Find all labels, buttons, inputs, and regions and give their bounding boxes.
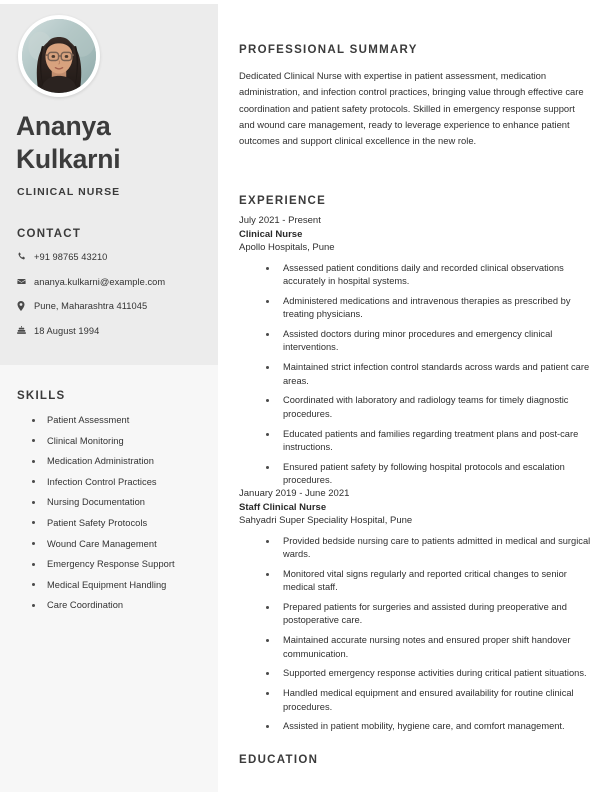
professional-summary-text: Dedicated Clinical Nurse with expertise in patient assessment, medication administration, and infection control practices, bringing value through effective care coordination and patient safety protocols. Skilled in emergency response support and wound care management, ready to leverage experience to enhance patient outcomes and support clinical excellence in the new role. xyxy=(239,70,584,147)
contact-phone-value: +91 98765 43210 xyxy=(34,252,108,262)
envelope-icon xyxy=(17,276,34,286)
list-item: Maintained strict infection control standards across wards and patient care areas. xyxy=(264,361,591,388)
skills-section-heading: SKILLS xyxy=(17,390,66,402)
education-heading: EDUCATION xyxy=(239,754,319,766)
contact-location-value: Pune, Maharashtra 411045 xyxy=(34,301,148,311)
list-item: Assessed patient conditions daily and recorded clinical observations accurately in hospital systems. xyxy=(264,262,591,289)
contact-item-phone xyxy=(17,251,207,265)
list-item: Nursing Documentation xyxy=(30,496,215,508)
list-item: Medical Equipment Handling xyxy=(30,579,215,591)
experience-entry xyxy=(239,214,591,494)
list-item: Maintained accurate nursing notes and ensured proper shift handover communication. xyxy=(264,634,591,661)
list-item: Handled medical equipment and ensured availability for routine clinical procedures. xyxy=(264,687,591,714)
list-item: Monitored vital signs regularly and reported critical changes to senior medical staff. xyxy=(264,568,591,595)
experience-bullets xyxy=(239,262,591,488)
experience-heading: EXPERIENCE xyxy=(239,195,327,207)
contact-email-value: ananya.kulkarni@example.com xyxy=(34,276,166,287)
avatar xyxy=(18,15,100,97)
list-item: Patient Assessment xyxy=(30,414,215,426)
list-item: Infection Control Practices xyxy=(30,476,215,488)
location-pin-icon xyxy=(17,300,34,311)
list-item: Ensured patient safety by following hospital protocols and escalation procedures. xyxy=(264,461,591,488)
list-item: Assisted in patient mobility, hygiene care, and comfort management. xyxy=(264,720,591,733)
phone-icon xyxy=(17,251,34,261)
experience-entry xyxy=(239,487,591,740)
list-item: Assisted doctors during minor procedures and emergency clinical interventions. xyxy=(264,328,591,355)
contact-item-birthdate xyxy=(17,325,207,339)
list-item: Coordinated with laboratory and radiology teams for timely diagnostic procedures. xyxy=(264,394,591,421)
list-item: Patient Safety Protocols xyxy=(30,517,215,529)
list-item: Clinical Monitoring xyxy=(30,435,215,447)
profile-photo-illustration xyxy=(22,19,96,93)
list-item: Emergency Response Support xyxy=(30,558,215,570)
contact-section-heading: CONTACT xyxy=(17,228,82,240)
list-item: Administered medications and intravenous therapies as prescribed by treating physicians. xyxy=(264,295,591,322)
experience-bullets xyxy=(239,535,591,734)
profile-photo xyxy=(22,19,96,93)
contact-birthdate-value: 18 August 1994 xyxy=(34,325,100,336)
experience-organization: Apollo Hospitals, Pune xyxy=(239,242,335,253)
experience-organization: Sahyadri Super Speciality Hospital, Pune xyxy=(239,515,413,526)
list-item: Prepared patients for surgeries and assisted during preoperative and postoperative care. xyxy=(264,601,591,628)
profile-job-title: CLINICAL NURSE xyxy=(17,186,121,198)
list-item: Supported emergency response activities during critical patient situations. xyxy=(264,667,591,680)
birthday-cake-icon xyxy=(17,325,34,335)
experience-role: Clinical Nurse xyxy=(239,228,303,240)
list-item: Provided bedside nursing care to patients admitted in medical and surgical wards. xyxy=(264,535,591,562)
sidebar xyxy=(0,4,218,792)
list-item: Educated patients and families regarding treatment plans and post-care instructions. xyxy=(264,428,591,455)
list-item: Medication Administration xyxy=(30,455,215,467)
professional-summary-heading: PROFESSIONAL SUMMARY xyxy=(239,44,418,56)
list-item: Wound Care Management xyxy=(30,538,215,550)
contact-item-email xyxy=(17,276,207,290)
page-title: Ananya Kulkarni xyxy=(16,111,121,174)
experience-dates: July 2021 - Present xyxy=(239,215,321,226)
contact-item-location xyxy=(17,300,207,314)
experience-role: Staff Clinical Nurse xyxy=(239,501,327,513)
contact-list xyxy=(17,251,207,349)
list-item: Care Coordination xyxy=(30,599,215,611)
experience-dates: January 2019 - June 2021 xyxy=(239,488,350,499)
skills-list xyxy=(30,414,215,620)
